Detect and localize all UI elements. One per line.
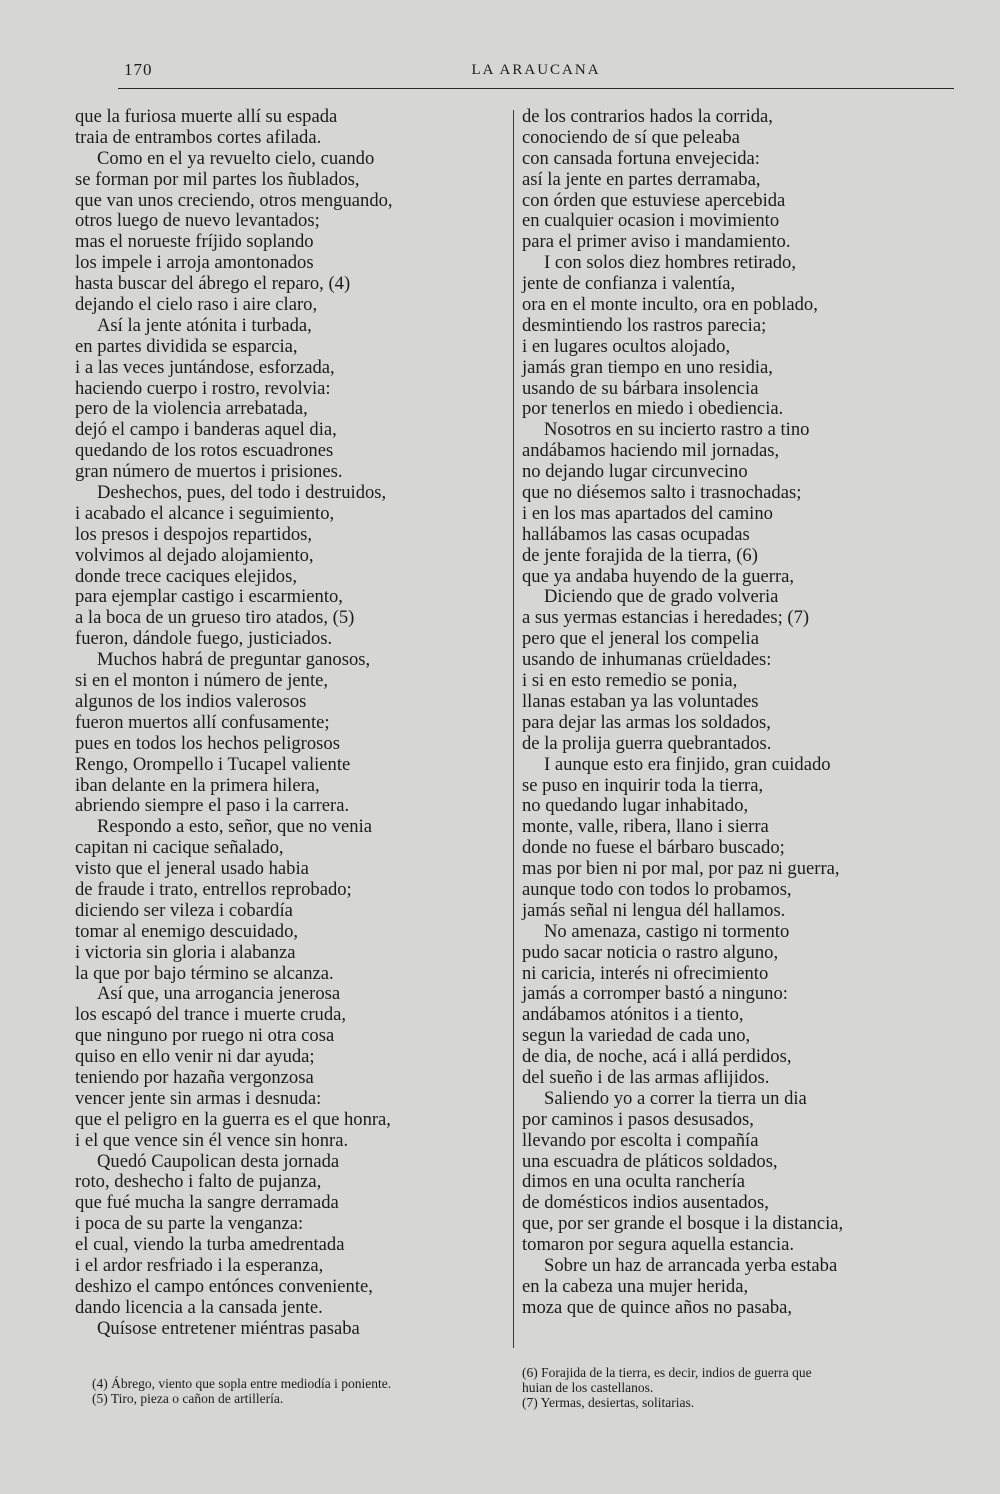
verse-line: de dia, de noche, acá i allá perdidos, (522, 1046, 792, 1068)
verse-line: que ninguno por ruego ni otra cosa (75, 1025, 335, 1047)
verse-line: de domésticos indios ausentados, (522, 1192, 769, 1214)
verse-line: pues en todos los hechos peligrosos (75, 732, 340, 754)
verse-line: por caminos i pasos desusados, (522, 1108, 754, 1130)
verse-line: fueron muertos allí confusamente; (75, 711, 330, 733)
verse-line: Quísose entretener miéntras pasaba (97, 1317, 360, 1339)
verse-line: pero de la violencia arrebatada, (75, 398, 308, 420)
verse-line: donde trece caciques elejidos, (75, 565, 297, 587)
right-column (522, 107, 962, 1319)
verse-line: algunos de los indios valerosos (75, 690, 307, 712)
verse-line: aunque todo con todos lo probamos, (522, 878, 792, 900)
verse-line: Saliendo yo a correr la tierra un dia (544, 1087, 807, 1109)
verse-line: llanas estaban ya las voluntades (522, 690, 759, 712)
verse-line: tomaron por segura aquella estancia. (522, 1234, 795, 1256)
running-title: LA ARAUCANA (471, 62, 601, 78)
verse-line: fueron, dándole fuego, justiciados. (75, 628, 333, 650)
verse-line: quedando de los rotos escuadrones (75, 440, 334, 462)
verse-line: andábamos atónitos i a tiento, (522, 1004, 744, 1026)
verse-line: en cualquier ocasion i movimiento (522, 210, 780, 232)
verse-line: i si en esto remedio se ponia, (522, 670, 738, 692)
verse-line: mas el norueste fríjido soplando (75, 231, 314, 253)
verse-line: abriendo siempre el paso i la carrera. (75, 795, 350, 817)
verse-line: a la boca de un grueso tiro atados, (5) (75, 607, 355, 629)
verse-line: Respondo a esto, señor, que no venia (97, 816, 373, 838)
verse-line: que la furiosa muerte allí su espada (75, 106, 338, 127)
verse-line: iban delante en la primera hilera, (75, 774, 320, 796)
verse-line: para el primer aviso i mandamiento. (522, 231, 791, 253)
verse-line: jamás señal ni lengua dél hallamos. (522, 899, 786, 921)
verse-line: diciendo ser vileza i cobardía (75, 899, 293, 921)
verse-line: los escapó del trance i muerte cruda, (75, 1004, 347, 1026)
verse-line: con cansada fortuna envejecida: (522, 147, 760, 169)
verse-line: i victoria sin gloria i alabanza (75, 941, 296, 963)
verse-line: segun la variedad de cada uno, (522, 1025, 751, 1047)
verse-line: i en los mas apartados del camino (522, 502, 773, 524)
left-column (75, 107, 500, 1340)
verse-line: hasta buscar del ábrego el reparo, (4) (75, 273, 351, 295)
verse-line: la que por bajo término se alcanza. (75, 962, 334, 984)
verse-line: vencer jente sin armas i desnuda: (75, 1087, 322, 1109)
verse-line: se forman por mil partes los ñublados, (75, 168, 360, 190)
page-header (118, 58, 954, 89)
verse-line: que van unos creciendo, otros menguando, (75, 189, 393, 211)
verse-line: dimos en una oculta ranchería (522, 1171, 746, 1193)
verse-line: jamás gran tiempo en uno residia, (522, 356, 773, 378)
verse-line: de la prolija guerra quebrantados. (522, 732, 772, 754)
verse-line: una escuadra de pláticos soldados, (522, 1150, 778, 1172)
verse-line: con órden que estuviese apercebida (522, 189, 786, 211)
verse-line: i acabado el alcance i seguimiento, (75, 502, 335, 524)
verse-line: no quedando lugar inhabitado, (522, 795, 749, 817)
verse-line: usando de inhumanas crüeldades: (522, 649, 772, 671)
verse-line: roto, deshecho i falto de pujanza, (75, 1171, 322, 1193)
footnote: (5) Tiro, pieza o cañon de artillería. (92, 1391, 284, 1406)
verse-line: jente de confianza i valentía, (522, 273, 736, 295)
verse-line: i poca de su parte la venganza: (75, 1213, 304, 1235)
verse-line: teniendo por hazaña vergonzosa (75, 1066, 314, 1088)
verse-line: de fraude i trato, entrellos reprobado; (75, 878, 352, 900)
verse-line: que el peligro en la guerra es el que honra, (75, 1108, 391, 1130)
verse-line: haciendo cuerpo i rostro, revolvia: (75, 377, 331, 399)
verse-line: dando licencia a la cansada jente. (75, 1296, 323, 1318)
verse-line: i el que vence sin él vence sin honra. (75, 1129, 349, 1151)
verse-line: que, por ser grande el bosque i la distancia, (522, 1213, 844, 1235)
verse-line: pero que el jeneral los compelia (522, 628, 759, 650)
verse-line: Sobre un haz de arrancada yerba estaba (544, 1254, 838, 1276)
verse-line: i a las veces juntándose, esforzada, (75, 356, 335, 378)
verse-line: llevando por escolta i compañía (522, 1129, 759, 1151)
verse-line: si en el monton i número de jente, (75, 670, 329, 692)
verse-line: quiso en ello venir ni dar ayuda; (75, 1046, 315, 1068)
verse-line: jamás a corromper bastó a ninguno: (522, 983, 788, 1005)
verse-line: en partes dividida se esparcia, (75, 335, 298, 357)
footnote: (4) Ábrego, viento que sopla entre mediodía i poniente. (92, 1376, 392, 1391)
verse-line: Como en el ya revuelto cielo, cuando (97, 147, 375, 169)
verse-line: Así que, una arrogancia jenerosa (97, 983, 341, 1005)
verse-line: traia de entrambos cortes afilada. (75, 126, 322, 148)
verse-line: andábamos haciendo mil jornadas, (522, 440, 780, 462)
footnote: (7) Yermas, desiertas, solitarias. (522, 1395, 695, 1410)
verse-line: Deshechos, pues, del todo i destruidos, (97, 482, 387, 504)
verse-line: no dejando lugar circunvecino (522, 461, 748, 483)
verse-line: de jente forajida de la tierra, (6) (522, 544, 758, 566)
verse-line: tomar al enemigo descuidado, (75, 920, 299, 942)
verse-line: el cual, viendo la turba amedrentada (75, 1234, 345, 1256)
verse-line: gran número de muertos i prisiones. (75, 461, 343, 483)
footnotes-left (92, 1376, 391, 1406)
verse-line: del sueño i de las armas aflijidos. (522, 1066, 770, 1088)
verse-line: por tenerlos en miedo i obediencia. (522, 398, 784, 420)
verse-line: los impele i arroja amontonados (75, 252, 314, 274)
verse-line: otros luego de nuevo levantados; (75, 210, 320, 232)
verse-line: en la cabeza una mujer herida, (522, 1275, 749, 1297)
verse-line: I aunque esto era finjido, gran cuidado (544, 753, 831, 775)
verse-line: visto que el jeneral usado habia (75, 858, 309, 880)
verse-line: capitan ni cacique señalado, (75, 837, 284, 859)
verse-line: Diciendo que de grado volveria (544, 586, 779, 608)
verse-line: i en lugares ocultos alojado, (522, 335, 731, 357)
footnotes-right (522, 1365, 812, 1410)
verse-line: donde no fuese el bárbaro buscado; (522, 837, 785, 859)
verse-line: No amenaza, castigo ni tormento (544, 920, 790, 942)
verse-line: i el ardor resfriado i la esperanza, (75, 1254, 324, 1276)
verse-line: I con solos diez hombres retirado, (544, 252, 796, 274)
verse-line: monte, valle, ribera, llano i sierra (522, 816, 769, 838)
verse-line: para ejemplar castigo i escarmiento, (75, 586, 343, 608)
footnote: (6) Forajida de la tierra, es decir, indios de guerra que (522, 1365, 812, 1380)
verse-line: de los contrarios hados la corrida, (522, 106, 773, 127)
verse-line: usando de su bárbara insolencia (522, 377, 759, 399)
verse-line: a sus yermas estancias i heredades; (7) (522, 607, 810, 629)
verse-line: Nosotros en su incierto rastro a tino (544, 419, 810, 441)
verse-line: que ya andaba huyendo de la guerra, (522, 565, 795, 587)
verse-line: así la jente en partes derramaba, (522, 168, 761, 190)
verse-line: que fué mucha la sangre derramada (75, 1192, 339, 1214)
verse-line: ora en el monte inculto, ora en poblado, (522, 294, 818, 316)
verse-line: Muchos habrá de preguntar ganosos, (97, 649, 371, 671)
verse-line: se puso en inquirir toda la tierra, (522, 774, 764, 796)
verse-line: Quedó Caupolican desta jornada (97, 1150, 340, 1172)
verse-line: dejando el cielo raso i aire claro, (75, 294, 318, 316)
verse-line: conociendo de sí que peleaba (522, 126, 740, 148)
verse-line: pudo sacar noticia o rastro alguno, (522, 941, 779, 963)
verse-line: ni caricia, interés ni ofrecimiento (522, 962, 769, 984)
verse-line: deshizo el campo entónces conveniente, (75, 1275, 373, 1297)
verse-line: para dejar las armas los soldados, (522, 711, 771, 733)
verse-line: Rengo, Orompello i Tucapel valiente (75, 753, 351, 775)
verse-line: los presos i despojos repartidos, (75, 523, 313, 545)
verse-line: mas por bien ni por mal, por paz ni guerra, (522, 858, 840, 880)
verse-line: desmintiendo los rastros parecia; (522, 314, 767, 336)
verse-line: hallábamos las casas ocupadas (522, 523, 750, 545)
page-number: 170 (124, 60, 153, 79)
verse-line: moza que de quince años no pasaba, (522, 1296, 793, 1318)
verse-line: volvimos al dejado alojamiento, (75, 544, 314, 566)
verse-line: dejó el campo i banderas aquel dia, (75, 419, 337, 441)
verse-line: Así la jente atónita i turbada, (97, 314, 312, 336)
verse-line: que no diésemos salto i trasnochadas; (522, 482, 802, 504)
footnote: huian de los castellanos. (522, 1380, 654, 1395)
column-divider (513, 110, 514, 1348)
